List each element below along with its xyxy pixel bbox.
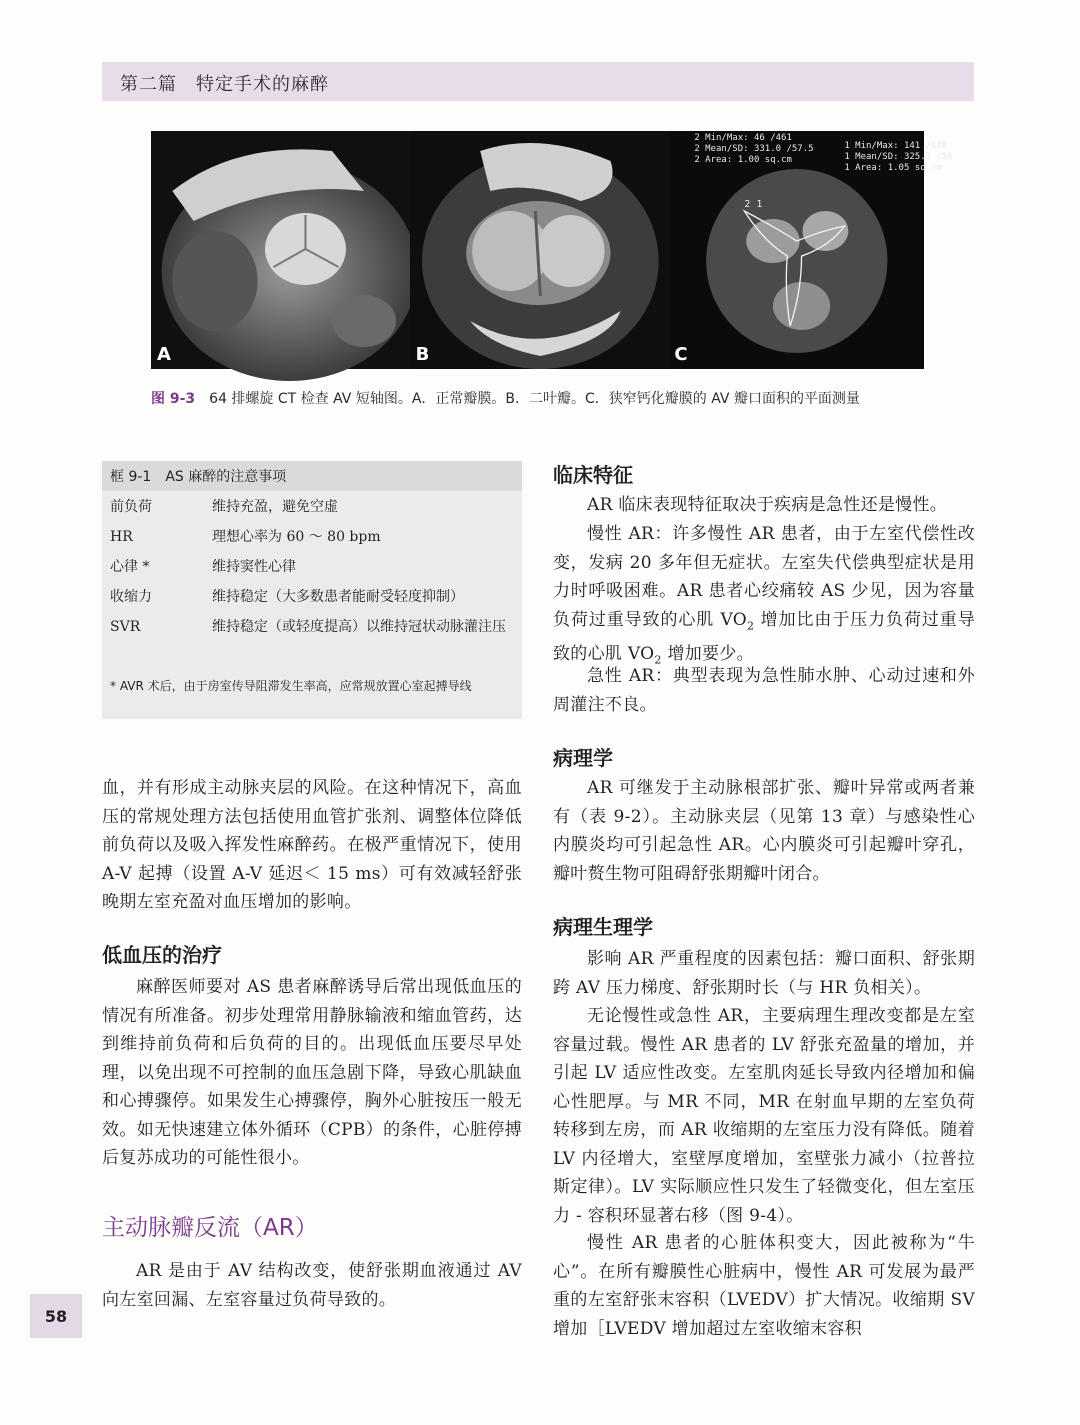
ct-panel-a	[151, 131, 407, 369]
box-row-value: 维持充盈，避免空虚	[212, 499, 338, 515]
box-row-key: SVR	[110, 619, 141, 635]
heading-aortic-regurgitation: 主动脉瓣反流（AR）	[102, 1215, 318, 1241]
ct-panel-c	[668, 131, 953, 369]
figure-caption-id: 图 9-3	[151, 391, 196, 407]
box-footnote: * AVR 术后，由于房室传导阻滞发生率高，应常规放置心室起搏导线	[110, 679, 472, 693]
right-paragraph-pathology: AR 可继发于主动脉根部扩张、瓣叶异常或两者兼有（表 9-2）。主动脉夹层（见第 13 章）与感染性心内膜炎均可引起急性 AR。心内膜炎可引起瓣叶穿孔，瓣叶赘生物可阻碍舒张期瓣叶闭合。	[553, 778, 975, 884]
right-paragraph-clinical-intro: AR 临床表现特征取决于疾病是急性还是慢性。	[587, 495, 948, 515]
box-row-value: 维持窦性心律	[212, 559, 296, 575]
chronic-ar-text-3: 增加要少。	[661, 644, 754, 665]
subscript-2: 2	[747, 618, 755, 632]
right-paragraph-volume-overload: 无论慢性或急性 AR，主要病理生理改变都是左室容量过载。慢性 AR 患者的 LV 舒张充盈量的增加，并引起 LV 适应性改变。左室肌肉延长导致内径增加和偏心性肥厚。与 MR 不同，MR 在射血早期的左室负荷转移到左房，而 AR 收缩期的左室压力没有降低。随着 LV 内径增大，室壁厚度增加，室壁张力减小（拉普拉斯定律）。LV 实际顺应性只发生了轻微变化，但左室压力 - 容积环显著右移（图 9-4）。	[553, 1006, 975, 1226]
box-row-key: 收缩力	[110, 589, 152, 605]
page-number: 58	[30, 1294, 82, 1338]
left-paragraph-hypotension: 麻醉医师要对 AS 患者麻醉诱导后常出现低血压的情况有所准备。初步处理常用静脉输液和缩血管药，达到维持前负荷和后负荷的目的。出现低血压要尽早处理，以免出现不可控制的血压急剧下降，导致心肌缺血和心搏骤停。如果发生心搏骤停，胸外心脏按压一般无效。如无快速建立体外循环（CPB）的条件，心脏停搏后复苏成功的可能性很小。	[102, 977, 522, 1168]
ct-panel-b	[410, 131, 666, 369]
box-9-1	[102, 461, 522, 719]
contour-labels: 2 1	[744, 199, 763, 210]
heading-pathology: 病理学	[553, 746, 613, 770]
chapter-title: 第二篇 特定手术的麻醉	[120, 74, 329, 95]
box-row-value: 维持稳定（大多数患者能耐受轻度抑制）	[212, 589, 464, 605]
heading-hypotension-treatment: 低血压的治疗	[102, 943, 222, 967]
right-paragraph-severity-factors: 影响 AR 严重程度的因素包括：瓣口面积、舒张期跨 AV 压力梯度、舒张期时长（与 HR 负相关）。	[553, 949, 975, 998]
right-paragraph-acute-ar: 急性 AR：典型表现为急性肺水肿、心动过速和外周灌注不良。	[553, 666, 975, 715]
panel-letter-a: A	[157, 344, 171, 365]
right-paragraph-cor-bovinum: 慢性 AR 患者的心脏体积变大，因此被称为“牛心”。在所有瓣膜性心脏病中，慢性 AR 可发展为最严重的左室舒张末容积（LVEDV）扩大情况。收缩期 SV 增加［LVEDV 增加超过左室收缩末容积	[553, 1233, 975, 1339]
heading-clinical-features: 临床特征	[553, 463, 633, 487]
box-row-value: 维持稳定（或轻度提高）以维持冠状动脉灌注压	[212, 619, 506, 635]
box-title: 框 9-1 AS 麻醉的注意事项	[102, 461, 522, 491]
right-paragraph-chronic-ar	[553, 520, 975, 675]
figure-caption-text: 64 排螺旋 CT 检查 AV 短轴图。A．正常瓣膜。B．二叶瓣。C．狭窄钙化瓣膜的 AV 瓣口面积的平面测量	[209, 391, 860, 407]
ct-image-normal-valve	[151, 131, 407, 369]
panel-letter-c: C	[674, 344, 688, 365]
ct-figure	[151, 131, 953, 369]
figure-caption	[151, 388, 860, 408]
left-paragraph-hypertension: 血，并有形成主动脉夹层的风险。在这种情况下，高血压的常规处理方法包括使用血管扩张剂、调整体位降低前负荷以及吸入挥发性麻醉药。在极严重情况下，使用 A-V 起搏（设置 A-V 延迟＜ 15 ms）可有效减轻舒张晚期左室充盈对血压增加的影响。	[102, 778, 522, 912]
chronic-ar-text-2: 增加比由于压力负荷过重导致的心肌 VO	[553, 609, 976, 665]
subscript-2: 2	[654, 653, 662, 667]
box-row-value: 理想心率为 60 ～ 80 bpm	[212, 529, 381, 545]
left-paragraph-ar-definition: AR 是由于 AV 结构改变，使舒张期血液通过 AV 向左室回漏、左室容量过负荷导致的。	[102, 1261, 522, 1310]
panel-letter-b: B	[415, 344, 430, 365]
ct-image-bicuspid-valve	[410, 131, 666, 369]
box-row-key: 心律 *	[110, 559, 150, 575]
heading-pathophysiology: 病理生理学	[553, 915, 653, 939]
box-row-key: HR	[110, 529, 133, 545]
box-row-key: 前负荷	[110, 499, 152, 515]
chronic-ar-text-1: 慢性 AR：许多慢性 AR 患者，由于左室代偿性改变，发病 20 多年但无症状。左室失代偿典型症状是用力时呼吸困难。AR 患者心绞痛较 AS 少见，因为容量负荷过重导致的心肌 VO	[553, 524, 975, 630]
measurement-readout-1: 1 Min/Max: 141 /448 1 Mean/SD: 325.2 /56 1 Area: 1.05 sq.cm	[844, 141, 953, 173]
measurement-readout-2: 2 Min/Max: 46 /461 2 Mean/SD: 331.0 /57.5 2 Area: 1.00 sq.cm	[694, 133, 814, 165]
